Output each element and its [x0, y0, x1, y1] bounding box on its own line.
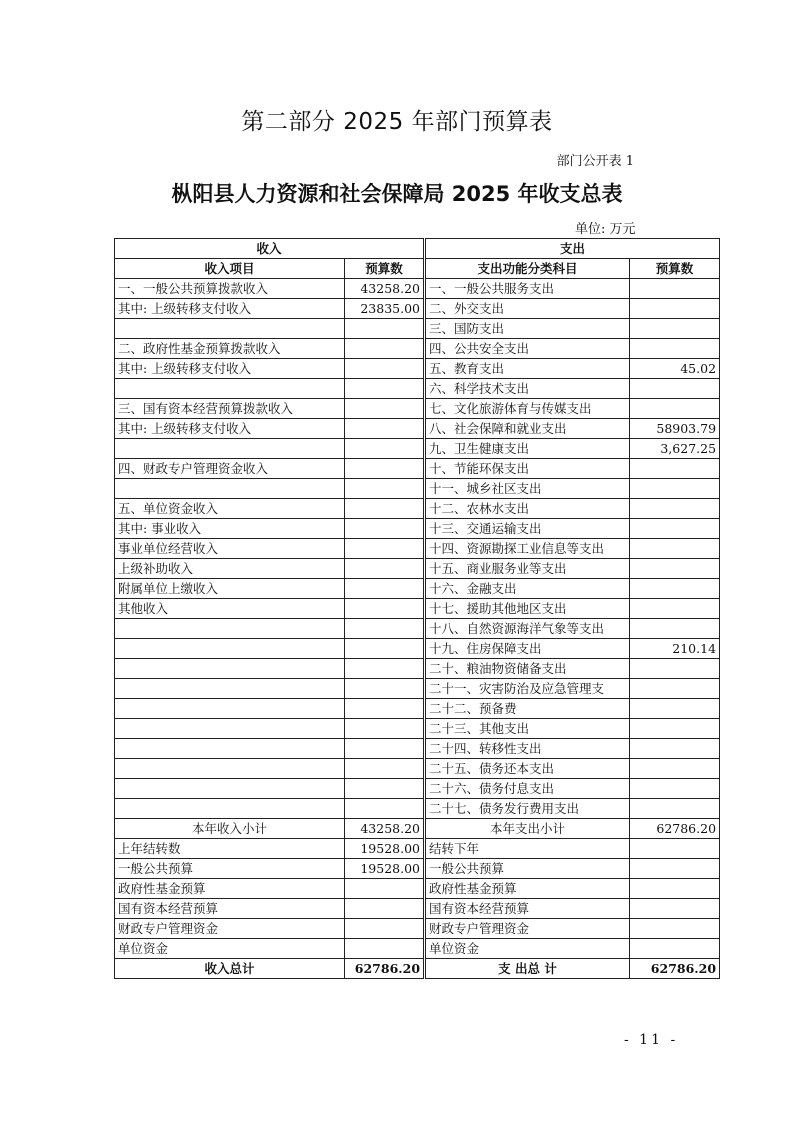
income-amount-cell: [345, 739, 425, 759]
income-item-cell: 单位资金: [115, 939, 345, 959]
income-amount-cell: [345, 599, 425, 619]
expense-item-cell: 二十四、转移性支出: [425, 739, 630, 759]
expense-amount-cell: 58903.79: [630, 419, 720, 439]
income-amount-cell: [345, 919, 425, 939]
table-row: [115, 639, 720, 659]
unit-label: 单位: 万元: [575, 222, 636, 237]
income-amount-cell: [345, 419, 425, 439]
expense-amount-cell: [630, 399, 720, 419]
income-item-cell: 国有资本经营预算: [115, 899, 345, 919]
col-expense-item: 支出功能分类科目: [425, 259, 630, 279]
income-item-cell: 其中: 事业收入: [115, 519, 345, 539]
expense-amount-cell: [630, 879, 720, 899]
table-row: [115, 699, 720, 719]
col-expense-amount: 预算数: [630, 259, 720, 279]
income-amount-cell: [345, 699, 425, 719]
income-amount-cell: [345, 339, 425, 359]
expense-amount-cell: [630, 339, 720, 359]
expense-item-cell: 财政专户管理资金: [425, 919, 630, 939]
expense-item-cell: 十六、金融支出: [425, 579, 630, 599]
expense-item-cell: 政府性基金预算: [425, 879, 630, 899]
expense-item-cell: 一般公共预算: [425, 859, 630, 879]
expense-amount-cell: [630, 919, 720, 939]
expense-item-cell: 国有资本经营预算: [425, 899, 630, 919]
table-row: [115, 339, 720, 359]
expense-amount-cell: [630, 799, 720, 819]
expense-amount-cell: [630, 379, 720, 399]
income-amount-cell: [345, 359, 425, 379]
main-title: 枞阳县人力资源和社会保障局 2025 年收支总表: [171, 182, 623, 206]
expense-item-cell: 单位资金: [425, 939, 630, 959]
income-item-cell: 财政专户管理资金: [115, 919, 345, 939]
expense-item-cell: 十五、商业服务业等支出: [425, 559, 630, 579]
carry-row: [115, 839, 720, 859]
expense-item-cell: 九、卫生健康支出: [425, 439, 630, 459]
income-item-cell: [115, 679, 345, 699]
budget-summary-table: [114, 238, 720, 979]
expense-item-cell: 二十三、其他支出: [425, 719, 630, 739]
income-amount-cell: [345, 439, 425, 459]
table-row: [115, 659, 720, 679]
expense-amount-cell: [630, 559, 720, 579]
income-amount-cell: 19528.00: [345, 839, 425, 859]
income-amount-cell: 43258.20: [345, 279, 425, 299]
expense-item-cell: 本年支出小计: [425, 819, 630, 839]
table-row: [115, 799, 720, 819]
table-row: [115, 519, 720, 539]
income-item-cell: 附属单位上缴收入: [115, 579, 345, 599]
expense-item-cell: 二十七、债务发行费用支出: [425, 799, 630, 819]
expense-amount-cell: [630, 899, 720, 919]
income-item-cell: 其中: 上级转移支付收入: [115, 359, 345, 379]
expense-amount-cell: [630, 759, 720, 779]
expense-amount-cell: [630, 519, 720, 539]
table-column-header-row: [115, 259, 720, 279]
expense-amount-cell: [630, 659, 720, 679]
income-item-cell: [115, 479, 345, 499]
expense-item-cell: 十一、城乡社区支出: [425, 479, 630, 499]
table-body: [115, 279, 720, 979]
table-row: [115, 719, 720, 739]
income-item-cell: 四、财政专户管理资金收入: [115, 459, 345, 479]
table-row: [115, 359, 720, 379]
expense-item-cell: 二十五、债务还本支出: [425, 759, 630, 779]
table-row: [115, 779, 720, 799]
total-row: [115, 959, 720, 979]
expense-item-cell: 十三、交通运输支出: [425, 519, 630, 539]
page-number: - 11 -: [624, 1032, 679, 1048]
table-row: [115, 679, 720, 699]
income-amount-cell: [345, 939, 425, 959]
expense-item-cell: 二十二、预备费: [425, 699, 630, 719]
expense-amount-cell: [630, 739, 720, 759]
income-item-cell: [115, 619, 345, 639]
income-amount-cell: [345, 659, 425, 679]
income-amount-cell: 43258.20: [345, 819, 425, 839]
income-amount-cell: [345, 399, 425, 419]
income-amount-cell: [345, 799, 425, 819]
expense-section-header: 支出: [425, 239, 720, 259]
expense-amount-cell: [630, 539, 720, 559]
expense-item-cell: 三、国防支出: [425, 319, 630, 339]
expense-item-cell: 二、外交支出: [425, 299, 630, 319]
table-row: [115, 279, 720, 299]
part-title: 第二部分 2025 年部门预算表: [241, 109, 553, 135]
table-row: [115, 559, 720, 579]
carry-row: [115, 899, 720, 919]
income-amount-cell: [345, 879, 425, 899]
expense-item-cell: 二十、粮油物资储备支出: [425, 659, 630, 679]
expense-item-cell: 一、一般公共服务支出: [425, 279, 630, 299]
income-amount-cell: 19528.00: [345, 859, 425, 879]
table-number: 部门公开表 1: [556, 154, 634, 169]
expense-item-cell: 二十六、债务付息支出: [425, 779, 630, 799]
expense-item-cell: 二十一、灾害防治及应急管理支: [425, 679, 630, 699]
table-row: [115, 739, 720, 759]
expense-amount-cell: [630, 499, 720, 519]
table-row: [115, 539, 720, 559]
income-item-cell: 其中: 上级转移支付收入: [115, 419, 345, 439]
income-amount-cell: [345, 639, 425, 659]
income-item-cell: 本年收入小计: [115, 819, 345, 839]
expense-amount-cell: [630, 699, 720, 719]
expense-item-cell: 五、教育支出: [425, 359, 630, 379]
expense-amount-cell: [630, 939, 720, 959]
income-amount-cell: [345, 519, 425, 539]
expense-amount-cell: 45.02: [630, 359, 720, 379]
income-item-cell: 一、一般公共预算拨款收入: [115, 279, 345, 299]
income-item-cell: 一般公共预算: [115, 859, 345, 879]
table-section-header-row: [115, 239, 720, 259]
income-amount-cell: [345, 719, 425, 739]
expense-amount-cell: [630, 779, 720, 799]
carry-row: [115, 919, 720, 939]
expense-amount-cell: [630, 839, 720, 859]
expense-amount-cell: [630, 579, 720, 599]
income-amount-cell: [345, 759, 425, 779]
income-item-cell: 五、单位资金收入: [115, 499, 345, 519]
expense-item-cell: 四、公共安全支出: [425, 339, 630, 359]
expense-item-cell: 结转下年: [425, 839, 630, 859]
income-item-cell: [115, 659, 345, 679]
table-row: [115, 379, 720, 399]
income-amount-cell: 62786.20: [345, 959, 425, 979]
expense-item-cell: 十四、资源勘探工业信息等支出: [425, 539, 630, 559]
expense-item-cell: 十二、农林水支出: [425, 499, 630, 519]
income-amount-cell: [345, 559, 425, 579]
expense-item-cell: 十、节能环保支出: [425, 459, 630, 479]
expense-amount-cell: [630, 679, 720, 699]
income-item-cell: 收入总计: [115, 959, 345, 979]
income-item-cell: 政府性基金预算: [115, 879, 345, 899]
table-row: [115, 479, 720, 499]
expense-amount-cell: [630, 599, 720, 619]
expense-amount-cell: 62786.20: [630, 819, 720, 839]
expense-item-cell: 八、社会保障和就业支出: [425, 419, 630, 439]
income-item-cell: [115, 799, 345, 819]
expense-amount-cell: [630, 279, 720, 299]
table-row: [115, 299, 720, 319]
expense-amount-cell: [630, 619, 720, 639]
expense-item-cell: 支 出总 计: [425, 959, 630, 979]
income-item-cell: 其中: 上级转移支付收入: [115, 299, 345, 319]
expense-amount-cell: [630, 859, 720, 879]
income-amount-cell: [345, 899, 425, 919]
income-item-cell: 上级补助收入: [115, 559, 345, 579]
table-row: [115, 399, 720, 419]
income-item-cell: 事业单位经营收入: [115, 539, 345, 559]
table-row: [115, 319, 720, 339]
table-row: [115, 419, 720, 439]
expense-item-cell: 十九、住房保障支出: [425, 639, 630, 659]
income-item-cell: [115, 319, 345, 339]
table-row: [115, 579, 720, 599]
expense-item-cell: 十七、援助其他地区支出: [425, 599, 630, 619]
income-item-cell: [115, 439, 345, 459]
income-item-cell: [115, 739, 345, 759]
expense-amount-cell: 210.14: [630, 639, 720, 659]
table-row: [115, 599, 720, 619]
table-row: [115, 499, 720, 519]
expense-item-cell: 六、科学技术支出: [425, 379, 630, 399]
income-item-cell: [115, 379, 345, 399]
income-section-header: 收入: [115, 239, 425, 259]
income-item-cell: [115, 719, 345, 739]
table-row: [115, 759, 720, 779]
expense-item-cell: 七、文化旅游体育与传媒支出: [425, 399, 630, 419]
income-item-cell: [115, 779, 345, 799]
subtotal-row: [115, 819, 720, 839]
income-item-cell: 上年结转数: [115, 839, 345, 859]
income-amount-cell: [345, 579, 425, 599]
table-row: [115, 619, 720, 639]
expense-amount-cell: [630, 319, 720, 339]
income-amount-cell: [345, 479, 425, 499]
income-item-cell: [115, 759, 345, 779]
expense-amount-cell: [630, 719, 720, 739]
income-amount-cell: [345, 379, 425, 399]
income-amount-cell: [345, 319, 425, 339]
expense-item-cell: 十八、自然资源海洋气象等支出: [425, 619, 630, 639]
carry-row: [115, 859, 720, 879]
expense-amount-cell: [630, 299, 720, 319]
income-item-cell: 其他收入: [115, 599, 345, 619]
income-amount-cell: [345, 779, 425, 799]
income-item-cell: 三、国有资本经营预算拨款收入: [115, 399, 345, 419]
carry-row: [115, 939, 720, 959]
income-amount-cell: [345, 499, 425, 519]
expense-amount-cell: [630, 479, 720, 499]
income-amount-cell: [345, 679, 425, 699]
expense-amount-cell: [630, 459, 720, 479]
income-item-cell: 二、政府性基金预算拨款收入: [115, 339, 345, 359]
carry-row: [115, 879, 720, 899]
col-income-item: 收入项目: [115, 259, 345, 279]
table-row: [115, 459, 720, 479]
income-amount-cell: [345, 619, 425, 639]
table-row: [115, 439, 720, 459]
income-amount-cell: [345, 539, 425, 559]
income-amount-cell: 23835.00: [345, 299, 425, 319]
income-item-cell: [115, 639, 345, 659]
income-item-cell: [115, 699, 345, 719]
income-amount-cell: [345, 459, 425, 479]
expense-amount-cell: 3,627.25: [630, 439, 720, 459]
expense-amount-cell: 62786.20: [630, 959, 720, 979]
col-income-amount: 预算数: [345, 259, 425, 279]
